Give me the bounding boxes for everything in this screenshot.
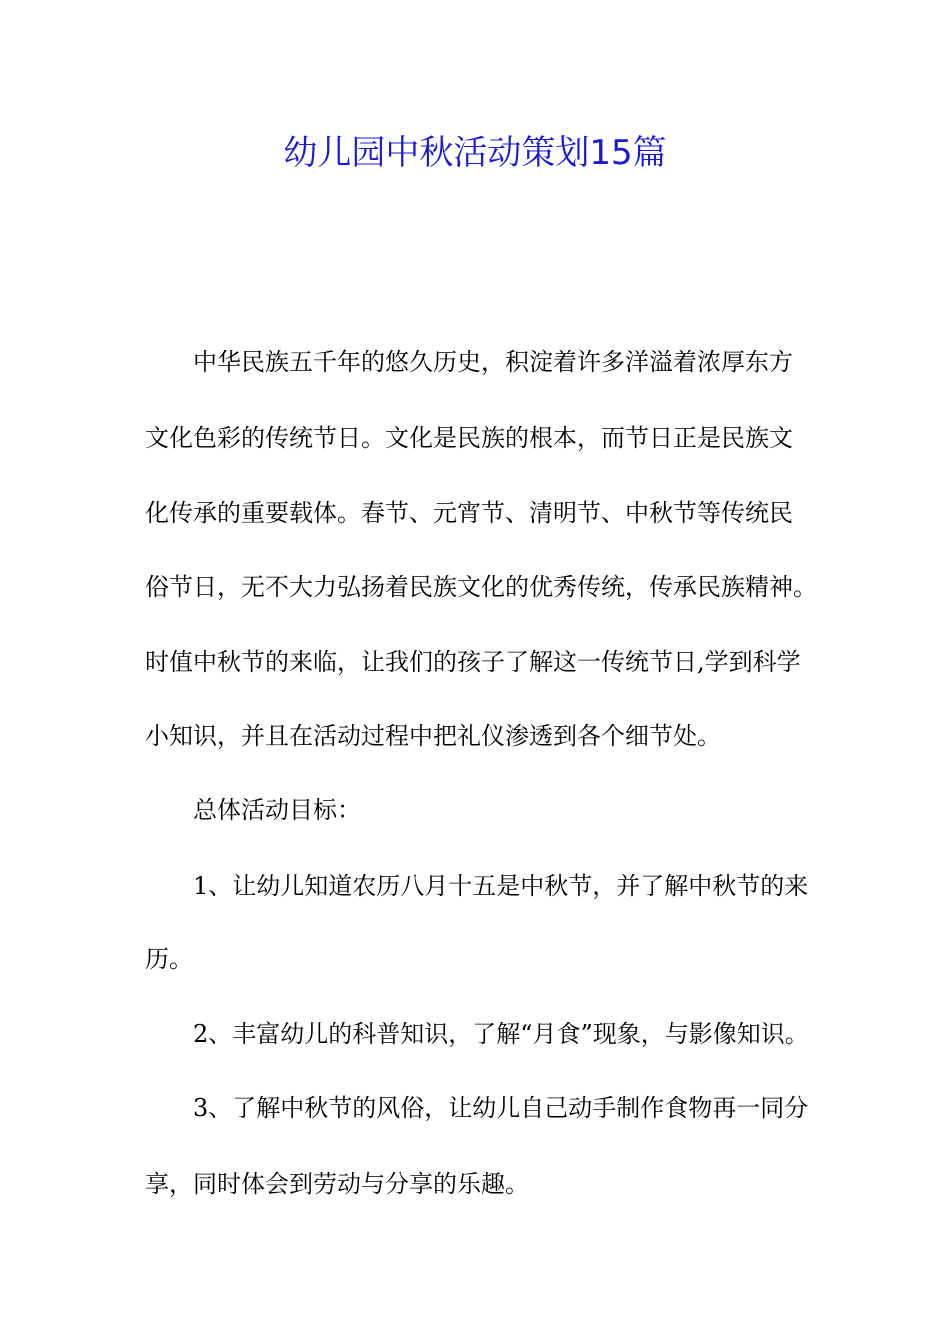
paragraph-line: 化传承的重要载体。春节、元宵节、清明节、中秋节等传统民	[145, 499, 793, 527]
paragraph-line: 小知识，并且在活动过程中把礼仪渗透到各个细节处。	[145, 722, 721, 750]
section-heading: 总体活动目标：	[193, 796, 361, 824]
list-item-continuation: 历。	[145, 945, 193, 973]
paragraph-line: 文化色彩的传统节日。文化是民族的根本，而节日正是民族文	[145, 424, 793, 452]
paragraph-line: 俗节日，无不大力弘扬着民族文化的优秀传统，传承民族精神。	[145, 573, 817, 601]
paragraph-line: 时值中秋节的来临，让我们的孩子了解这一传统节日,学到科学	[145, 648, 801, 676]
list-item-continuation: 享，同时体会到劳动与分享的乐趣。	[145, 1170, 529, 1198]
list-item: 3、了解中秋节的风俗，让幼儿自己动手制作食物再一同分	[193, 1094, 809, 1122]
document-title: 幼儿园中秋活动策划15篇	[283, 133, 667, 173]
list-item: 1、让幼儿知道农历八月十五是中秋节，并了解中秋节的来	[193, 872, 809, 900]
paragraph-line: 中华民族五千年的悠久历史，积淀着许多洋溢着浓厚东方	[193, 348, 793, 376]
list-item: 2、丰富幼儿的科普知识，了解“月食”现象，与影像知识。	[193, 1020, 809, 1048]
